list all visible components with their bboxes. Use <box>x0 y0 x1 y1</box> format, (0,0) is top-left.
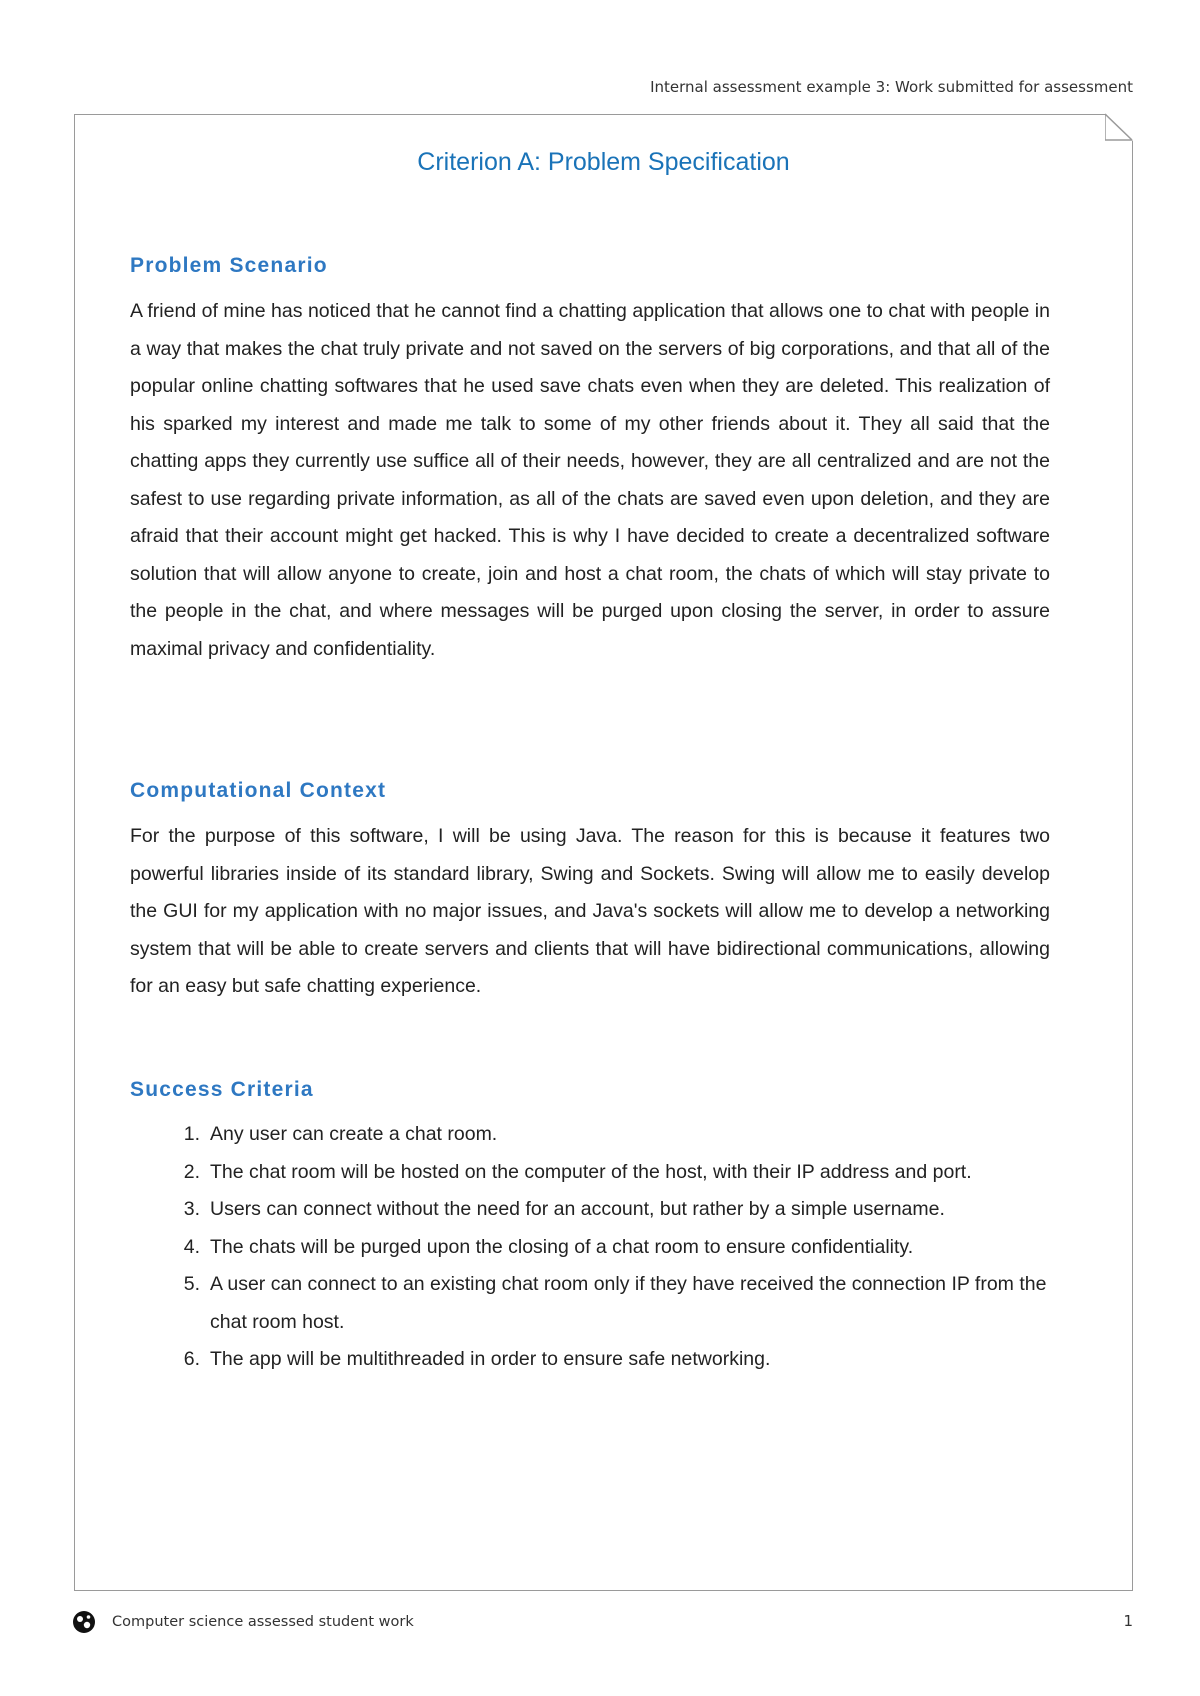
list-item-text: A user can connect to an existing chat room only if they have received the connection IP from the chat room host. <box>210 1273 1047 1333</box>
list-item-text: Any user can create a chat room. <box>210 1123 498 1145</box>
document-title: Criterion A: Problem Specification <box>417 148 790 176</box>
list-item-text: The chats will be purged upon the closing of a chat room to ensure confidentiality. <box>210 1235 914 1258</box>
success-criteria-list <box>130 1116 1050 1379</box>
list-item-number: 1. <box>183 1123 200 1145</box>
list-item <box>130 1191 1050 1229</box>
page-number: 1 <box>1123 1612 1133 1630</box>
list-item-number: 4. <box>183 1235 200 1258</box>
list-item <box>130 1154 1050 1192</box>
footer <box>72 1610 414 1634</box>
list-item <box>130 1266 1050 1341</box>
problem-scenario-body: A friend of mine has noticed that he cannot find a chatting application that allows one to chat with people in a way that makes the chat truly private and not saved on the servers of big corporations, and that all of the popular online chatting softwares that he used save chats even when they are deleted. This realization of his sparked my interest and made me talk to some of my other friends about it. They all said that the chatting apps they currently use suffice all of their needs, however, they are all centralized and are not the safest to use regarding private information, as all of the chats are saved even upon deletion, and they are afraid that their account might get hacked. This is why I have decided to create a decentralized software solution that will allow anyone to create, join and host a chat room, the chats of which will stay private to the people in the chat, and where messages will be purged upon closing the server, in order to assure maximal privacy and confidentiality. <box>130 300 1050 660</box>
list-item-number: 3. <box>183 1198 200 1220</box>
list-item-text: The chat room will be hosted on the computer of the host, with their IP address and port. <box>210 1160 972 1183</box>
list-item-number: 5. <box>183 1273 200 1295</box>
list-item <box>130 1229 1050 1267</box>
list-item-number: 6. <box>183 1348 200 1370</box>
list-item <box>130 1116 1050 1154</box>
running-header: Internal assessment example 3: Work submitted for assessment <box>650 78 1133 96</box>
list-item-number: 2. <box>183 1160 200 1183</box>
success-criteria-heading: Success Criteria <box>130 1078 314 1101</box>
list-item <box>130 1341 1050 1379</box>
computational-context-body: For the purpose of this software, I will be using Java. The reason for this is because it features two powerful libraries inside of its standard library, Swing and Sockets. Swing will allow me to easily develop the GUI for my application with no major issues, and Java's sockets will allow me to develop a networking system that will be able to create servers and clients that will have bidirectional communications, allowing for an easy but safe chatting experience. <box>130 825 1050 997</box>
list-item-text: The app will be multithreaded in order to ensure safe networking. <box>210 1348 771 1370</box>
footer-text: Computer science assessed student work <box>112 1614 414 1630</box>
computational-context-heading: Computational Context <box>130 779 387 802</box>
problem-scenario-heading: Problem Scenario <box>130 254 328 277</box>
page-fold-corner <box>1105 113 1133 141</box>
list-item-text: Users can connect without the need for an account, but rather by a simple username. <box>210 1198 945 1220</box>
ib-logo-icon <box>72 1610 96 1634</box>
